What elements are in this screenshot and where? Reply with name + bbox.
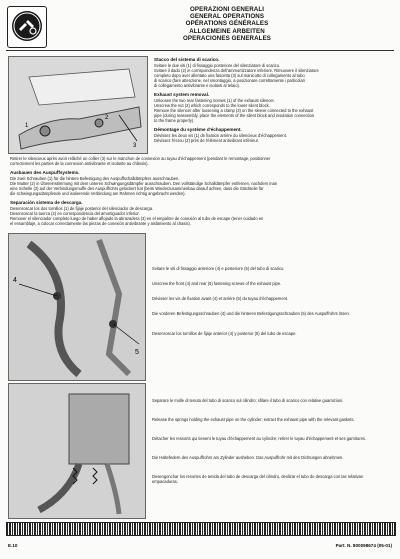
fr-line: Retirer le silencieux après avoir relâché un collier (3) sur le manchon de connexion au tuyau d'échappement (pendant le remontage, positionner [10, 156, 271, 161]
en-line: Remove the silencer after loosening a clamp (3) on the sleeve connected to the exhaust [154, 108, 314, 113]
svg-text:2: 2 [105, 115, 109, 121]
tools-icon [12, 11, 42, 41]
en-line: Unloosen the two rear fastening screws (1) of the exhaust silencer. [154, 98, 275, 103]
svg-text:5: 5 [135, 349, 139, 356]
es-title: Separación sistema de descarga. [10, 200, 83, 205]
step2-en: Unscrew the front (4) and rear (5) fastening screws of the exhaust pipe. [152, 281, 282, 286]
it-line: Svitare il dado (2) in corrispondenza dell'ammortizzatore inferiore. Rimuovere il silenziatore [154, 68, 319, 73]
en-line: Unscrew the nut (2) which corresponds to the lower silent block. [154, 103, 270, 108]
title-es: OPERACIONES GENERALES [182, 34, 272, 42]
exhaust-pipe-screws-photo [8, 233, 146, 381]
title-de: ALLGEMEINE ARBEITEN [189, 27, 265, 35]
es-line: Desenroscar los dos tornillos (1) de fijaje posterior del silenciador de descarga. [10, 206, 154, 211]
part-number: Part. N. 800098674 (05-01) [335, 543, 392, 548]
svg-text:4: 4 [13, 277, 17, 284]
fr-title: Démontage du système d'échappement. [154, 127, 242, 132]
step2-fr: Dévisser les vis de fixation avant (4) et arrière (5) du tuyau d'échappement. [152, 296, 289, 301]
svg-text:1: 1 [25, 123, 29, 129]
page-number: E.10 [8, 543, 18, 548]
step2-es: Desenroscar los tornillos de fijaje anterior (4) y posterior (5) del tubo de escape. [152, 331, 297, 336]
step3-es: Desengonchar los resortes de tenida del tubo de descarga del cilindro, deslizar el tubo de descarga con las relativas empacaduras. [152, 474, 363, 485]
title-en: GENERAL OPERATIONS [189, 13, 265, 21]
de-line: Die zwei Schrauben (1) für die hintere Befestigung des Auspuffschalldämpfers ausschrauben. [10, 176, 180, 181]
svg-text:3: 3 [133, 143, 137, 149]
step3-it: Separare le molle di tenuta del tubo di scarico sul cilindro; sfilare il tubo di scarico con relative guarnizioni. [152, 398, 344, 403]
title-fr: OPÉRATIONS GÉNÉRALES [185, 20, 269, 28]
fr-line: Dévissez l'écrou (2) près de l'élément antivibrant inférieur. [154, 138, 259, 143]
exhaust-silencer-photo [8, 56, 148, 154]
cylinder-springs-photo [8, 383, 146, 519]
en-title: Exhaust system removal. [154, 92, 210, 97]
page-title-block [60, 6, 394, 42]
it-line: di collegamento antivibrante e isolanti al telaio). [154, 83, 241, 88]
fr-line: Dévissez les deux vis (1) de fixation arrière du silencieux d'échappement. [154, 133, 287, 138]
it-line: completo dopo aver allentato una fascetta (3) sul manicotto di collegamento al tubo [154, 73, 305, 78]
en-line: to the frame properly). [154, 118, 195, 123]
es-line: Remover el silenciador completo luego de haber aflojado la abrazadera (3) en el empalme de conexión al tubo de escape (tener cuidado en [10, 216, 264, 221]
step2-de: Die vorderen Befestigungsschrauben (4) und die hinteren Befestigungsschrauben (5) des Auspuffrohrs lösen. [152, 311, 350, 316]
service-logo [7, 6, 47, 48]
es-line: el ensamblaje, a colocar correctamente las piezas de conexión antivibrante y aislamiento al chasis). [10, 221, 191, 226]
en-line: pipe (during reassembly, place the elements of the silent block and insulation connection [154, 113, 315, 118]
footer-bar [6, 522, 396, 536]
de-line: die schwingungsdämpfende und isolierende Verbindung am Rahmen richtig angebracht werden). [10, 191, 186, 196]
de-title: Ausbauen des Auspuffsystems. [10, 170, 80, 175]
es-line: Desenroscar la tuerca (2) en correspondencia del amortiguador inferior. [10, 211, 140, 216]
it-title: Stacco del sistema di scarico. [154, 57, 220, 62]
header-divider [6, 50, 394, 51]
step3-en: Release the springs holding the exhaust pipe on the cylinder; extract the exhaust pipe with the relevant gaskets. [152, 417, 355, 422]
step3-de: Die Haltefedern des Auspuffrohrs am Zylinder ausheben. Das Auspuffrohr mit den Dichtungen abnehmen. [152, 455, 344, 460]
title-it: OPERAZIONI GENERALI [189, 6, 265, 13]
step2-it: Svitare le viti di fissaggio anteriore (4) e posteriore (5) del tubo di scarico. [152, 266, 285, 271]
fr-line: correctement les parties de la connexion antivibrante et isolante au châssis). [10, 161, 149, 166]
de-line: eine Schelle (3) auf der Verbindungsmuffe des Auspuffrohrs gelockert hat (beim Wiederzusammenbau darauf achten, dass die Stückteile für [10, 186, 264, 191]
de-line: Die Mutter (2) in Übereinstimmung mit dem unteren Schwingungsdämpfer ausschrauben. Den vollständige Schalldämpfer entfernen, nachdem man [10, 181, 278, 186]
it-line: di scarico (fare attenzione, nel smontaggio, a posizionare correttamente i particolari [154, 78, 305, 83]
step3-fr: Détacher les ressorts qui tienent le tuyau d'échappement au cylindre; retirer le tuyau d'échappement et ses garnitures. [152, 436, 367, 441]
it-line: Svitare le due viti (1) di fissaggio posteriore del silenziatore di scarico. [154, 63, 281, 68]
